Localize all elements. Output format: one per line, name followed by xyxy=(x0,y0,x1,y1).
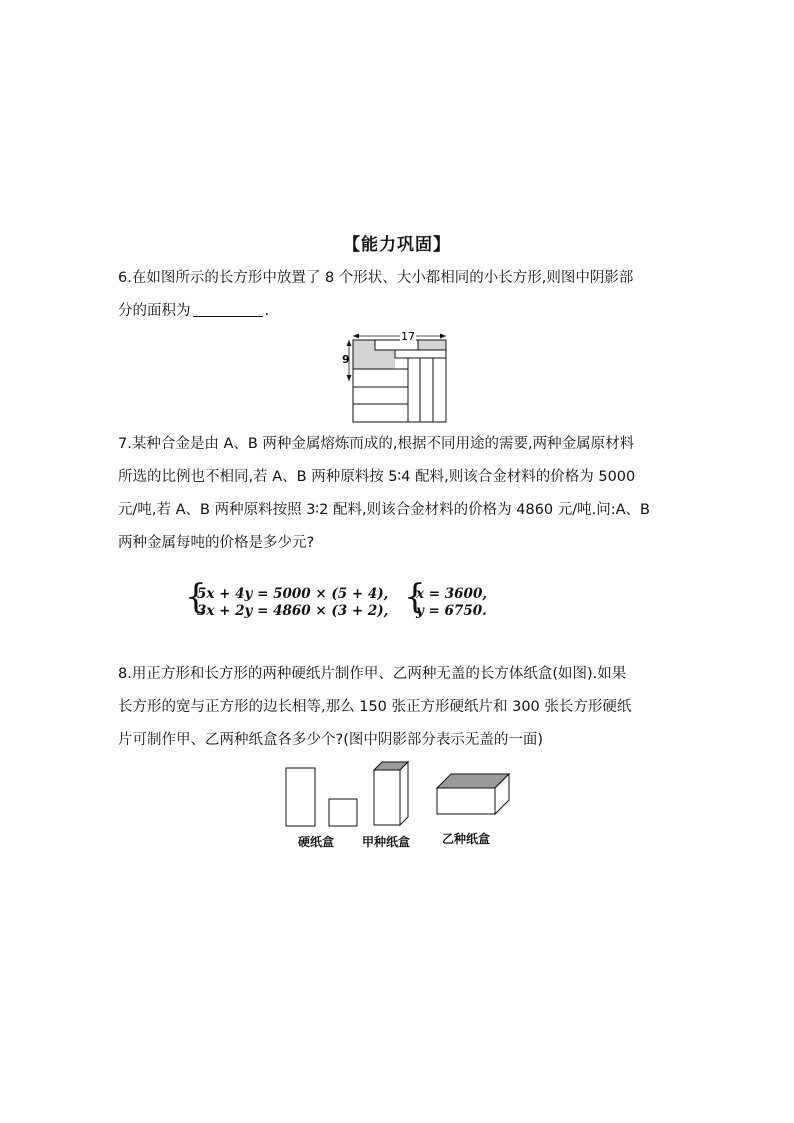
small-rectangle xyxy=(433,358,446,422)
question-8-figure xyxy=(280,755,520,835)
caption-box-b: 乙种纸盒 xyxy=(442,832,491,846)
question-7-line-1: 7.某种合金是由 A、B 两种金属熔炼而成的,根据不同用途的需要,两种金属原材料 xyxy=(118,436,635,452)
question-7-line-3: 元/吨,若 A、B 两种原料按照 3∶2 配料,则该合金材料的价格为 4860 元/吨.问:A、B xyxy=(118,502,650,518)
solution-equation-2: y = 6750. xyxy=(416,603,487,619)
caption-box-a: 甲种纸盒 xyxy=(362,835,411,849)
question-6-line-1: 6.在如图所示的长方形中放置了 8 个形状、大小都相同的小长方形,则图中阴影部 xyxy=(118,270,634,286)
system-brace: { xyxy=(185,577,207,617)
question-6-period: . xyxy=(264,303,270,319)
system-equation-1: 5x + 4y = 5000 × (5 + 4), xyxy=(197,586,389,602)
width-label: 17 xyxy=(401,330,415,343)
arrowhead-icon xyxy=(353,334,359,339)
question-8 xyxy=(118,658,680,757)
small-rectangle xyxy=(408,358,420,422)
question-8-line-1: 8.用正方形和长方形的两种硬纸片制作甲、乙两种无盖的长方体纸盒(如图).如果 xyxy=(118,666,627,682)
question-6 xyxy=(118,262,680,328)
question-8-line-2: 长方形的宽与正方形的边长相等,那么 150 张正方形硬纸片和 300 张长方形硬纸 xyxy=(118,699,632,715)
box-a xyxy=(374,762,408,825)
box-b xyxy=(437,774,509,814)
rectangle-cardboard xyxy=(286,768,315,826)
square-cardboard xyxy=(329,799,357,826)
system-equation-2: 3x + 2y = 4860 × (3 + 2), xyxy=(197,603,389,619)
question-7-line-2: 所选的比例也不相同,若 A、B 两种原料按 5∶4 配料,则该合金材料的价格为 5000 xyxy=(118,469,636,485)
question-7 xyxy=(118,428,680,560)
question-6-line-2-text: 分的面积为 xyxy=(118,303,191,319)
question-6-figure xyxy=(338,330,450,426)
solution-brace: { xyxy=(404,577,426,617)
height-label: 9 xyxy=(342,353,350,366)
question-7-line-4: 两种金属每吨的价格是多少元? xyxy=(118,535,315,551)
question-8-line-3: 片可制作甲、乙两种纸盒各多少个?(图中阴影部分表示无盖的一面) xyxy=(118,732,544,748)
solution-equation-1: x = 3600, xyxy=(416,586,488,602)
arrowhead-icon xyxy=(440,334,446,339)
section-title: 【能力巩固】 xyxy=(343,235,451,255)
small-rectangle xyxy=(420,358,433,422)
small-rectangle xyxy=(395,350,446,358)
arrowhead-icon xyxy=(347,375,352,381)
answer-blank xyxy=(193,302,263,317)
caption-cardboard: 硬纸盒 xyxy=(298,835,335,849)
question-6-line-2 xyxy=(118,295,680,328)
arrowhead-icon xyxy=(347,340,352,346)
